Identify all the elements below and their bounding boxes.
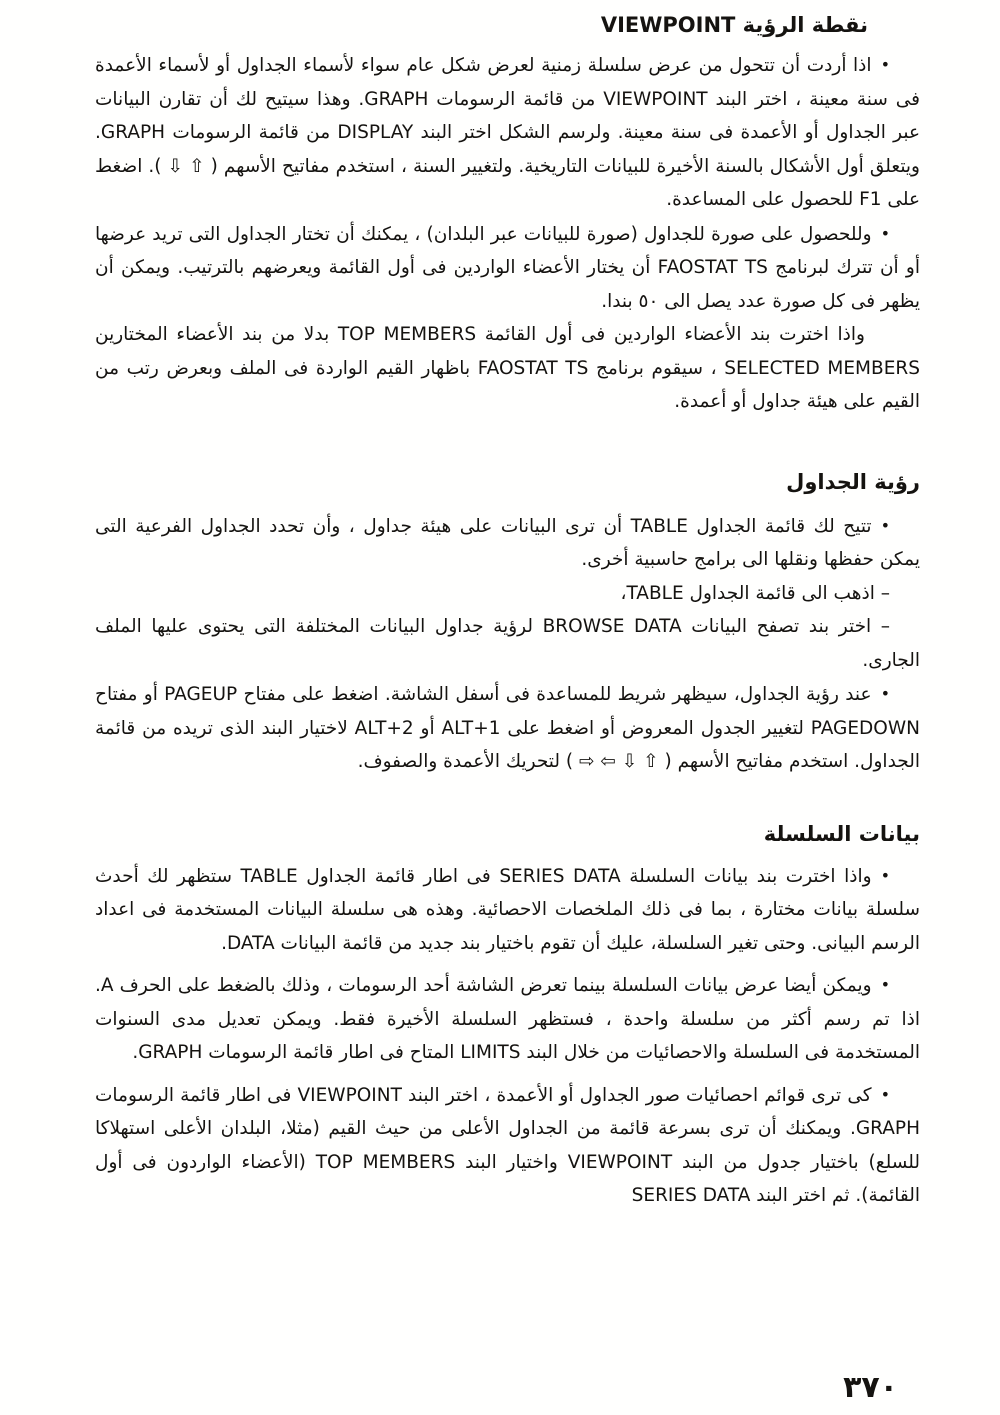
paragraph-dash-item: – اذهب الى قائمة الجداول TABLE، (620, 582, 890, 604)
paragraph-text: تتيح لك قائمة الجداول TABLE أن ترى البيانات على هيئة جداول ، وأن تحدد الجداول الفرعية التى يمكن حفظها ونقلها الى برامج حاسبية أخرى. (95, 515, 920, 570)
paragraph-text: واذا اخترت بند بيانات السلسلة SERIES DATA فى اطار قائمة الجداول TABLE ستظهر لك أحدث سلسلة بيانات مختارة ، بما فى ذلك الملخصات الاحصائية. وهذه هى سلسلة البيانات المستخدمة فى اعداد الرسم البيانى. وحتى تغير السلسلة، عليك أن تقوم باختيار بند جديد من قائمة البيانات DATA. (95, 865, 920, 954)
bullet-icon: • (880, 223, 890, 243)
paragraph-bullet (95, 859, 920, 961)
paragraph-bullet (95, 509, 920, 577)
section-title-viewpoint: نقطة الرؤية VIEWPOINT (600, 13, 868, 37)
paragraph-text: عند رؤية الجداول، سيظهر شريط للمساعدة فى أسفل الشاشة. اضغط على مفتاح PAGEUP أو مفتاح PAGEDOWN لتغيير الجدول المعروض أو اضغط على ALT+1 أو ALT+2 لاختيار البند الذى تريده من قائمة الجداول. استخدم مفاتيح الأسهم ( ⇧ ⇩ ⇦ ⇨ ) لتحريك الأعمدة والصفوف. (95, 684, 920, 772)
bullet-icon: • (880, 55, 890, 74)
bullet-icon: • (880, 1084, 891, 1104)
paragraph-dash-item: – اختر بند تصفح البيانات BROWSE DATA لرؤية جداول البيانات المختلفة التى يحتوى عليها الملف الجارى. (95, 616, 920, 671)
paragraph-bullet (95, 48, 920, 217)
section-title-tables: رؤية الجداول (786, 469, 920, 494)
section-viewpoint (95, 8, 920, 419)
page-number: ٣٧٠ (843, 1370, 898, 1405)
bullet-icon: • (880, 515, 890, 535)
section-tables-view (95, 465, 920, 779)
paragraph-bullet (95, 677, 920, 779)
paragraph-bullet (95, 217, 920, 319)
section-series-data (95, 817, 920, 1213)
bullet-icon: • (880, 684, 890, 703)
paragraph-text: ويمكن أيضا عرض بيانات السلسلة بينما تعرض الشاشة أحد الرسومات ، وذلك بالضغط على الحرف A. اذا تم رسم أكثر من سلسلة واحدة ، فستظهر السلسلة الأخيرة فقط. ويمكن تعديل مدى السنوات المستخدمة فى السلسلة والاحصائيات من خلال البند LIMITS المتاح فى اطار قائمة الرسومات GRAPH. (95, 975, 920, 1063)
paragraph-text: وللحصول على صورة للجداول (صورة للبيانات عبر البلدان) ، يمكنك أن تختار الجداول التى تريد عرضها أو أن تترك لبرنامج FAOSTAT TS أن يختار الأعضاء الواردين فى أول القائمة ويعرضهم بالترتيب. ويمكن أن يظهر فى كل صورة عدد يصل الى ٥٠ بندا. (95, 223, 920, 312)
section-title-series: بيانات السلسلة (763, 821, 920, 846)
bullet-icon: • (880, 975, 890, 994)
paragraph-continuation: واذا اخترت بند الأعضاء الواردين فى أول القائمة TOP MEMBERS بدلا من بند الأعضاء المختارين SELECTED MEMBERS ، سيقوم برنامج FAOSTAT TS باظهار القيم الواردة فى الملف وبعرض رتب من القيم على هيئة جداول أو أعمدة. (95, 324, 920, 412)
paragraph-bullet (95, 1078, 920, 1213)
paragraph-text: كى ترى قوائم احصائيات صور الجداول أو الأعمدة ، اختر البند VIEWPOINT فى اطار قائمة الرسومات GRAPH. ويمكنك أن ترى بسرعة قائمة من الجداول الأعلى من حيث القيم (مثلا، البلدان الأعلى استهلاكا للسلع) باختيار جدول من البند VIEWPOINT واختيار البند TOP MEMBERS (الأعضاء الواردون فى أول القائمة). ثم اختر البند SERIES DATA (95, 1084, 921, 1206)
bullet-icon: • (880, 865, 890, 885)
paragraph-text: اذا أردت أن تتحول من عرض سلسلة زمنية لعرض شكل عام سواء لأسماء الجداول أو لأسماء الأعمدة فى سنة معينة ، اختر البند VIEWPOINT من قائمة الرسومات GRAPH. وهذا سيتيح لك أن تقارن البيانات عبر الجداول أو الأعمدة فى سنة معينة. ولرسم الشكل اختر البند DISPLAY من قائمة الرسومات GRAPH. ويتعلق أول الأشكال بالسنة الأخيرة للبيانات التاريخية. ولتغيير السنة ، استخدم مفاتيح الأسهم ( ⇧ ⇩ ). اضغط على F1 للحصول على المساعدة. (95, 55, 921, 210)
paragraph-bullet (95, 968, 920, 1070)
